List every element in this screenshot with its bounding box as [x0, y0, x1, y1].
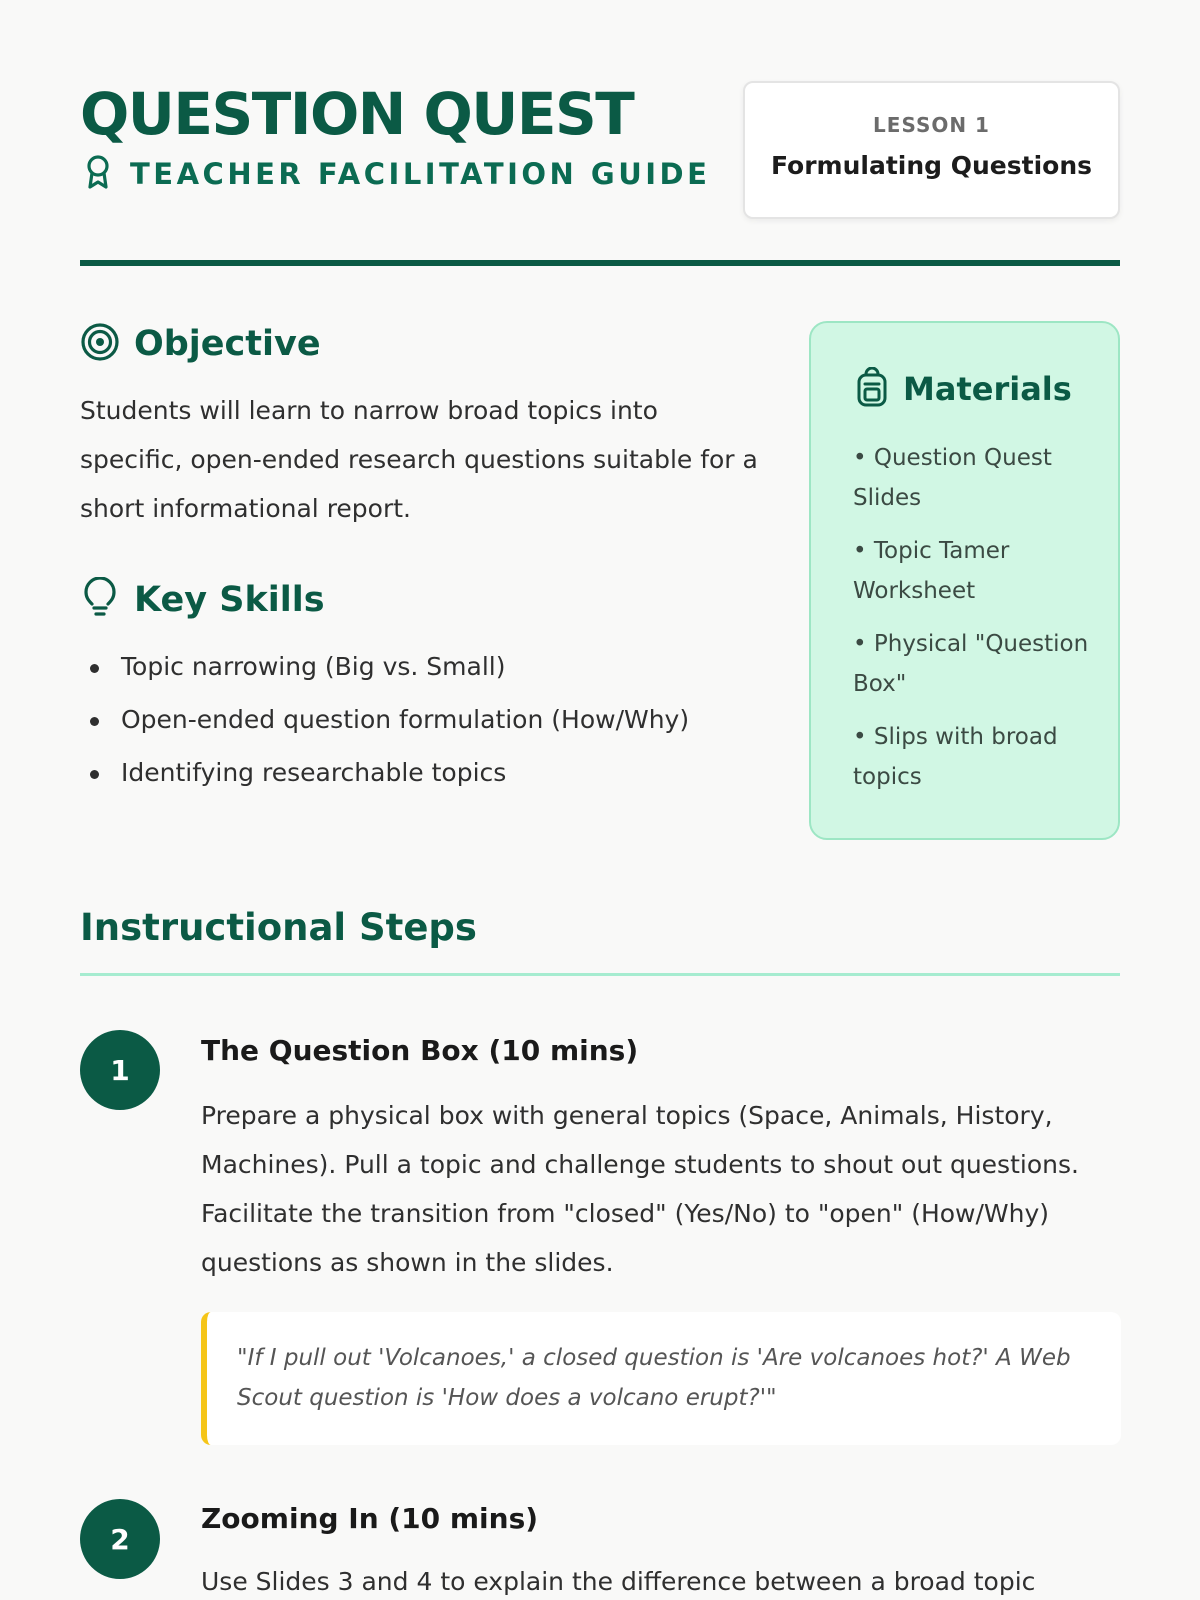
- target-icon: [80, 322, 120, 366]
- materials-heading: [855, 367, 1072, 411]
- key-skills-list: [88, 640, 689, 799]
- step-number-badge: 1: [80, 1030, 160, 1110]
- subtitle-row: [84, 154, 710, 194]
- materials-panel: [809, 321, 1120, 840]
- objective-title: Objective: [134, 324, 321, 364]
- list-item: • Question Quest Slides: [853, 445, 1052, 511]
- ribbon-award-icon: [84, 154, 112, 194]
- steps-divider: [80, 973, 1120, 976]
- instructional-steps-title: Instructional Steps: [80, 906, 477, 949]
- step-number-badge: 2: [80, 1499, 160, 1579]
- materials-list: [853, 438, 1103, 810]
- list-item: • Slips with broad topics: [853, 724, 1058, 790]
- list-item: Identifying researchable topics: [88, 746, 689, 799]
- header-divider: [80, 260, 1120, 266]
- materials-title: Materials: [903, 370, 1072, 408]
- example-quote: "If I pull out 'Volcanoes,' a closed question is 'Are volcanoes hot?' A Web Scout question is 'How does a volcano erupt?'": [201, 1312, 1121, 1445]
- list-item: Open-ended question formulation (How/Why): [88, 693, 689, 746]
- lesson-card: [743, 81, 1120, 219]
- step-title: The Question Box (10 mins): [201, 1034, 639, 1067]
- guide-subtitle: TEACHER FACILITATION GUIDE: [130, 157, 711, 191]
- key-skills-heading: [80, 577, 325, 623]
- lesson-label: LESSON 1: [873, 113, 990, 137]
- backpack-icon: [855, 367, 889, 411]
- guide-title: QUESTION QUEST: [80, 80, 634, 148]
- objective-heading: [80, 322, 321, 366]
- list-item: Topic narrowing (Big vs. Small): [88, 640, 689, 693]
- list-item: • Topic Tamer Worksheet: [853, 538, 1010, 604]
- step-body: Prepare a physical box with general topics (Space, Animals, History, Machines). Pull a topic and challenge students to shout out questions. Facilitate the transition from "closed" (Yes/No) to "open" (How/Why) questions as shown in the slides.: [201, 1101, 1079, 1277]
- objective-text: Students will learn to narrow broad topics into specific, open-ended research questions suitable for a short informational report.: [80, 396, 758, 523]
- lightbulb-icon: [80, 577, 120, 623]
- key-skills-title: Key Skills: [134, 580, 325, 620]
- step-title: Zooming In (10 mins): [201, 1502, 539, 1535]
- lesson-title: Formulating Questions: [770, 151, 1093, 180]
- step-body: Use Slides 3 and 4 to explain the difference between a broad topic: [201, 1567, 1036, 1596]
- list-item: • Physical "Question Box": [853, 631, 1089, 697]
